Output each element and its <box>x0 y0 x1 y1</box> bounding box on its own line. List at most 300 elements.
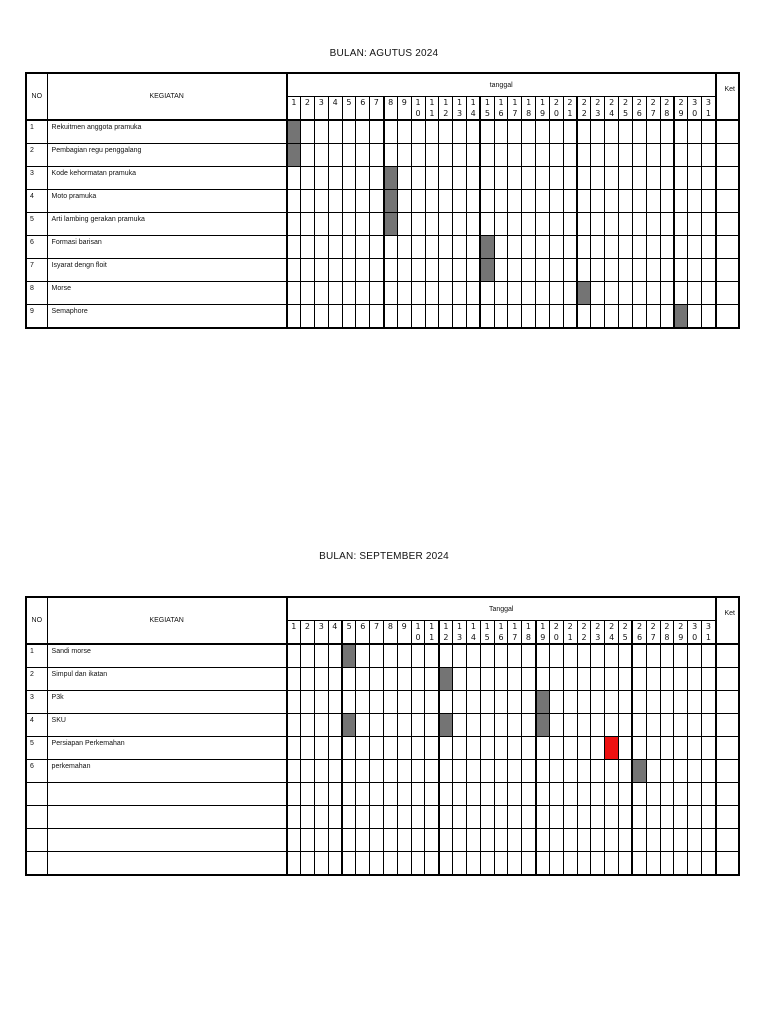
header-no: NO <box>26 597 47 644</box>
grid-cell <box>563 737 577 760</box>
grid-cell <box>619 190 633 213</box>
grid-cell <box>411 259 425 282</box>
grid-cell <box>314 806 328 829</box>
grid-cell <box>453 167 467 190</box>
grid-cell <box>646 190 660 213</box>
table-row <box>26 282 739 305</box>
grid-cell <box>356 305 370 329</box>
grid-cell <box>702 806 716 829</box>
grid-cell <box>314 783 328 806</box>
grid-cell <box>301 829 315 852</box>
grid-cell <box>453 305 467 329</box>
day-digit: 9 <box>539 109 546 118</box>
grid-cell <box>577 305 591 329</box>
row-ket <box>716 668 739 691</box>
grid-cell <box>439 190 453 213</box>
grid-cell <box>328 144 342 167</box>
grid-cell <box>646 714 660 737</box>
grid-cell <box>314 668 328 691</box>
grid-cell <box>522 282 536 305</box>
grid-cell <box>508 783 522 806</box>
grid-cell <box>563 167 577 190</box>
day-header <box>425 621 439 645</box>
grid-cell <box>425 259 439 282</box>
grid-cell <box>591 213 605 236</box>
grid-cell <box>342 829 356 852</box>
day-header <box>577 621 591 645</box>
day-header <box>480 97 494 121</box>
grid-cell <box>466 213 480 236</box>
grid-cell <box>439 644 453 668</box>
day-digit: 2 <box>581 98 587 107</box>
grid-cell <box>328 120 342 144</box>
grid-cell <box>536 737 550 760</box>
day-header <box>536 97 550 121</box>
grid-cell <box>383 644 397 668</box>
scheduled-cell <box>342 644 356 668</box>
grid-cell <box>646 829 660 852</box>
row-ket <box>716 144 739 167</box>
grid-cell <box>674 737 688 760</box>
header-tanggal: tanggal <box>287 73 716 97</box>
grid-cell <box>508 167 522 190</box>
grid-cell <box>522 852 536 876</box>
day-header <box>522 97 536 121</box>
grid-cell <box>466 305 480 329</box>
grid-cell <box>536 829 550 852</box>
day-header <box>702 621 716 645</box>
grid-cell <box>411 714 425 737</box>
row-kegiatan <box>47 829 287 852</box>
grid-cell <box>660 806 674 829</box>
grid-cell <box>702 144 716 167</box>
grid-cell <box>287 167 301 190</box>
grid-cell <box>563 783 577 806</box>
grid-cell <box>536 282 550 305</box>
table-row <box>26 714 739 737</box>
grid-cell <box>425 737 439 760</box>
grid-cell <box>453 829 467 852</box>
grid-cell <box>314 120 328 144</box>
grid-cell <box>632 668 646 691</box>
row-kegiatan: Simpul dan ikatan <box>47 668 287 691</box>
row-number: 5 <box>26 737 47 760</box>
grid-cell <box>563 144 577 167</box>
day-digit: 0 <box>415 633 421 642</box>
grid-cell <box>522 829 536 852</box>
grid-cell <box>466 737 480 760</box>
scheduled-cell <box>577 282 591 305</box>
day-digit: 0 <box>553 633 559 642</box>
grid-cell <box>563 120 577 144</box>
grid-cell <box>314 236 328 259</box>
table-row <box>26 213 739 236</box>
day-header <box>314 97 328 121</box>
day-header <box>688 621 702 645</box>
row-number: 3 <box>26 691 47 714</box>
grid-cell <box>702 190 716 213</box>
grid-cell <box>591 259 605 282</box>
day-header <box>425 97 439 121</box>
grid-cell <box>494 305 508 329</box>
day-header <box>287 621 301 645</box>
grid-cell <box>591 829 605 852</box>
grid-cell <box>522 120 536 144</box>
grid-cell <box>591 691 605 714</box>
grid-cell <box>619 213 633 236</box>
day-digit: 2 <box>595 622 601 631</box>
grid-cell <box>494 829 508 852</box>
day-header <box>342 621 356 645</box>
grid-cell <box>522 806 536 829</box>
day-digit: 1 <box>429 622 435 631</box>
scheduled-cell <box>342 714 356 737</box>
scheduled-cell <box>480 236 494 259</box>
row-kegiatan: SKU <box>47 714 287 737</box>
day-digit: 2 <box>581 109 587 118</box>
grid-cell <box>301 852 315 876</box>
grid-cell <box>619 305 633 329</box>
table-row <box>26 691 739 714</box>
grid-cell <box>674 144 688 167</box>
grid-cell <box>397 282 411 305</box>
grid-cell <box>688 167 702 190</box>
day-header <box>646 97 660 121</box>
grid-cell <box>522 691 536 714</box>
grid-cell <box>453 691 467 714</box>
grid-cell <box>591 236 605 259</box>
grid-cell <box>301 144 315 167</box>
day-header <box>619 97 633 121</box>
grid-cell <box>356 783 370 806</box>
table-row <box>26 236 739 259</box>
day-header <box>674 97 688 121</box>
row-number: 2 <box>26 144 47 167</box>
grid-cell <box>549 213 563 236</box>
grid-cell <box>563 806 577 829</box>
grid-cell <box>370 167 384 190</box>
day-digit: 9 <box>540 633 546 642</box>
row-ket <box>716 190 739 213</box>
grid-cell <box>702 714 716 737</box>
grid-cell <box>411 120 425 144</box>
day-header <box>536 621 550 645</box>
grid-cell <box>301 236 315 259</box>
grid-cell <box>314 691 328 714</box>
grid-cell <box>674 668 688 691</box>
day-digit: 3 <box>595 633 601 642</box>
row-ket <box>716 783 739 806</box>
table-row <box>26 259 739 282</box>
grid-cell <box>563 305 577 329</box>
day-digit: 8 <box>388 98 394 107</box>
row-ket <box>716 213 739 236</box>
grid-cell <box>494 760 508 783</box>
grid-cell <box>370 236 384 259</box>
grid-cell <box>480 852 494 876</box>
day-header <box>356 97 370 121</box>
grid-cell <box>702 120 716 144</box>
day-header <box>549 97 563 121</box>
grid-cell <box>591 167 605 190</box>
grid-cell <box>314 760 328 783</box>
grid-cell <box>605 167 619 190</box>
grid-cell <box>494 783 508 806</box>
grid-cell <box>591 282 605 305</box>
day-digit: 1 <box>512 98 518 107</box>
row-number: 1 <box>26 644 47 668</box>
day-header <box>619 621 633 645</box>
day-digit: 6 <box>637 633 643 642</box>
day-header <box>384 97 398 121</box>
grid-cell <box>301 120 315 144</box>
grid-cell <box>356 806 370 829</box>
grid-cell <box>287 213 301 236</box>
day-digit: 3 <box>318 622 324 631</box>
grid-cell <box>536 167 550 190</box>
grid-cell <box>646 236 660 259</box>
day-digit: 6 <box>636 109 642 118</box>
day-digit: 9 <box>401 98 407 107</box>
header-kegiatan: KEGIATAN <box>47 597 287 644</box>
grid-cell <box>453 852 467 876</box>
grid-cell <box>605 190 619 213</box>
day-header <box>466 621 480 645</box>
grid-cell <box>425 305 439 329</box>
grid-cell <box>453 282 467 305</box>
grid-cell <box>494 691 508 714</box>
day-digit: 9 <box>678 109 684 118</box>
day-digit: 1 <box>291 622 297 631</box>
grid-cell <box>480 783 494 806</box>
grid-cell <box>480 644 494 668</box>
grid-cell <box>660 236 674 259</box>
grid-cell <box>439 144 453 167</box>
grid-cell <box>397 714 411 737</box>
grid-cell <box>411 305 425 329</box>
grid-cell <box>522 259 536 282</box>
grid-cell <box>605 259 619 282</box>
grid-cell <box>328 305 342 329</box>
grid-cell <box>494 213 508 236</box>
grid-cell <box>287 829 301 852</box>
grid-cell <box>301 259 315 282</box>
table-row <box>26 167 739 190</box>
grid-cell <box>314 714 328 737</box>
grid-cell <box>287 282 301 305</box>
grid-cell <box>536 236 550 259</box>
grid-cell <box>688 305 702 329</box>
grid-cell <box>342 213 356 236</box>
day-digit: 1 <box>705 633 711 642</box>
grid-cell <box>301 760 315 783</box>
grid-cell <box>439 783 453 806</box>
row-number <box>26 806 47 829</box>
grid-cell <box>536 760 550 783</box>
grid-cell <box>356 829 370 852</box>
grid-cell <box>508 259 522 282</box>
grid-cell <box>301 644 315 668</box>
grid-cell <box>549 760 563 783</box>
grid-cell <box>549 190 563 213</box>
row-number: 4 <box>26 714 47 737</box>
grid-cell <box>508 737 522 760</box>
grid-cell <box>508 760 522 783</box>
scheduled-cell <box>480 259 494 282</box>
grid-cell <box>702 737 716 760</box>
day-digit: 1 <box>567 633 573 642</box>
day-digit: 1 <box>456 622 463 631</box>
grid-cell <box>370 259 384 282</box>
grid-cell <box>342 852 356 876</box>
row-kegiatan: Rekuitmen anggota pramuka <box>47 120 287 144</box>
grid-cell <box>370 714 384 737</box>
row-ket <box>716 691 739 714</box>
day-header <box>480 621 494 645</box>
header-ket: Ket <box>716 73 739 120</box>
grid-cell <box>508 282 522 305</box>
grid-cell <box>287 190 301 213</box>
grid-cell <box>356 282 370 305</box>
grid-cell <box>605 644 619 668</box>
grid-cell <box>411 167 425 190</box>
grid-cell <box>619 852 633 876</box>
grid-cell <box>522 236 536 259</box>
grid-cell <box>577 737 591 760</box>
day-digit: 5 <box>484 109 491 118</box>
grid-cell <box>342 783 356 806</box>
grid-cell <box>563 282 577 305</box>
grid-cell <box>466 668 480 691</box>
grid-cell <box>563 829 577 852</box>
grid-cell <box>632 282 646 305</box>
grid-cell <box>632 852 646 876</box>
grid-cell <box>522 305 536 329</box>
grid-cell <box>480 120 494 144</box>
grid-cell <box>328 644 342 668</box>
day-header <box>287 97 301 121</box>
grid-cell <box>466 120 480 144</box>
grid-cell <box>674 259 688 282</box>
day-digit: 2 <box>678 98 684 107</box>
grid-cell <box>508 213 522 236</box>
day-digit: 5 <box>622 109 629 118</box>
grid-cell <box>480 144 494 167</box>
grid-cell <box>370 852 384 876</box>
grid-cell <box>536 644 550 668</box>
day-digit: 2 <box>304 622 310 631</box>
grid-cell <box>522 737 536 760</box>
grid-cell <box>301 714 315 737</box>
grid-cell <box>702 644 716 668</box>
day-digit: 1 <box>498 98 504 107</box>
grid-cell <box>301 305 315 329</box>
grid-cell <box>549 282 563 305</box>
grid-cell <box>466 806 480 829</box>
row-number <box>26 783 47 806</box>
grid-cell <box>522 668 536 691</box>
grid-cell <box>384 144 398 167</box>
grid-cell <box>646 120 660 144</box>
grid-cell <box>494 714 508 737</box>
grid-cell <box>356 644 370 668</box>
grid-cell <box>605 852 619 876</box>
day-digit: 3 <box>692 622 698 631</box>
grid-cell <box>466 691 480 714</box>
day-header <box>342 97 356 121</box>
grid-cell <box>536 852 550 876</box>
grid-cell <box>287 783 301 806</box>
day-digit: 3 <box>705 98 711 107</box>
grid-cell <box>356 852 370 876</box>
grid-cell <box>591 120 605 144</box>
grid-cell <box>328 829 342 852</box>
grid-cell <box>342 120 356 144</box>
day-header <box>411 621 425 645</box>
grid-cell <box>577 167 591 190</box>
grid-cell <box>328 714 342 737</box>
grid-cell <box>287 714 301 737</box>
grid-cell <box>536 305 550 329</box>
grid-cell <box>397 259 411 282</box>
grid-cell <box>328 282 342 305</box>
day-digit: 3 <box>318 98 324 107</box>
row-kegiatan: Pembagian regu penggalang <box>47 144 287 167</box>
grid-cell <box>397 806 411 829</box>
day-header <box>439 97 453 121</box>
grid-cell <box>660 783 674 806</box>
grid-cell <box>301 737 315 760</box>
grid-cell <box>494 806 508 829</box>
grid-cell <box>522 167 536 190</box>
grid-cell <box>508 806 522 829</box>
grid-cell <box>356 259 370 282</box>
day-header <box>563 621 577 645</box>
grid-cell <box>563 852 577 876</box>
day-digit: 1 <box>539 98 546 107</box>
grid-cell <box>563 760 577 783</box>
grid-cell <box>508 120 522 144</box>
table-row <box>26 144 739 167</box>
scheduled-cell <box>384 167 398 190</box>
grid-cell <box>632 829 646 852</box>
row-ket <box>716 829 739 852</box>
grid-cell <box>480 737 494 760</box>
grid-cell <box>646 305 660 329</box>
grid-cell <box>328 852 342 876</box>
grid-cell <box>549 305 563 329</box>
grid-cell <box>563 668 577 691</box>
row-number: 7 <box>26 259 47 282</box>
grid-cell <box>508 852 522 876</box>
grid-cell <box>466 236 480 259</box>
grid-cell <box>466 714 480 737</box>
day-digit: 9 <box>401 622 407 631</box>
day-digit: 2 <box>622 622 628 631</box>
day-header <box>301 97 315 121</box>
grid-cell <box>646 144 660 167</box>
grid-cell <box>301 190 315 213</box>
day-digit: 0 <box>692 633 698 642</box>
grid-cell <box>383 852 397 876</box>
row-ket <box>716 737 739 760</box>
day-digit: 5 <box>346 622 352 631</box>
day-digit: 2 <box>581 633 587 642</box>
grid-cell <box>660 714 674 737</box>
grid-cell <box>425 167 439 190</box>
grid-cell <box>549 144 563 167</box>
grid-cell <box>328 760 342 783</box>
